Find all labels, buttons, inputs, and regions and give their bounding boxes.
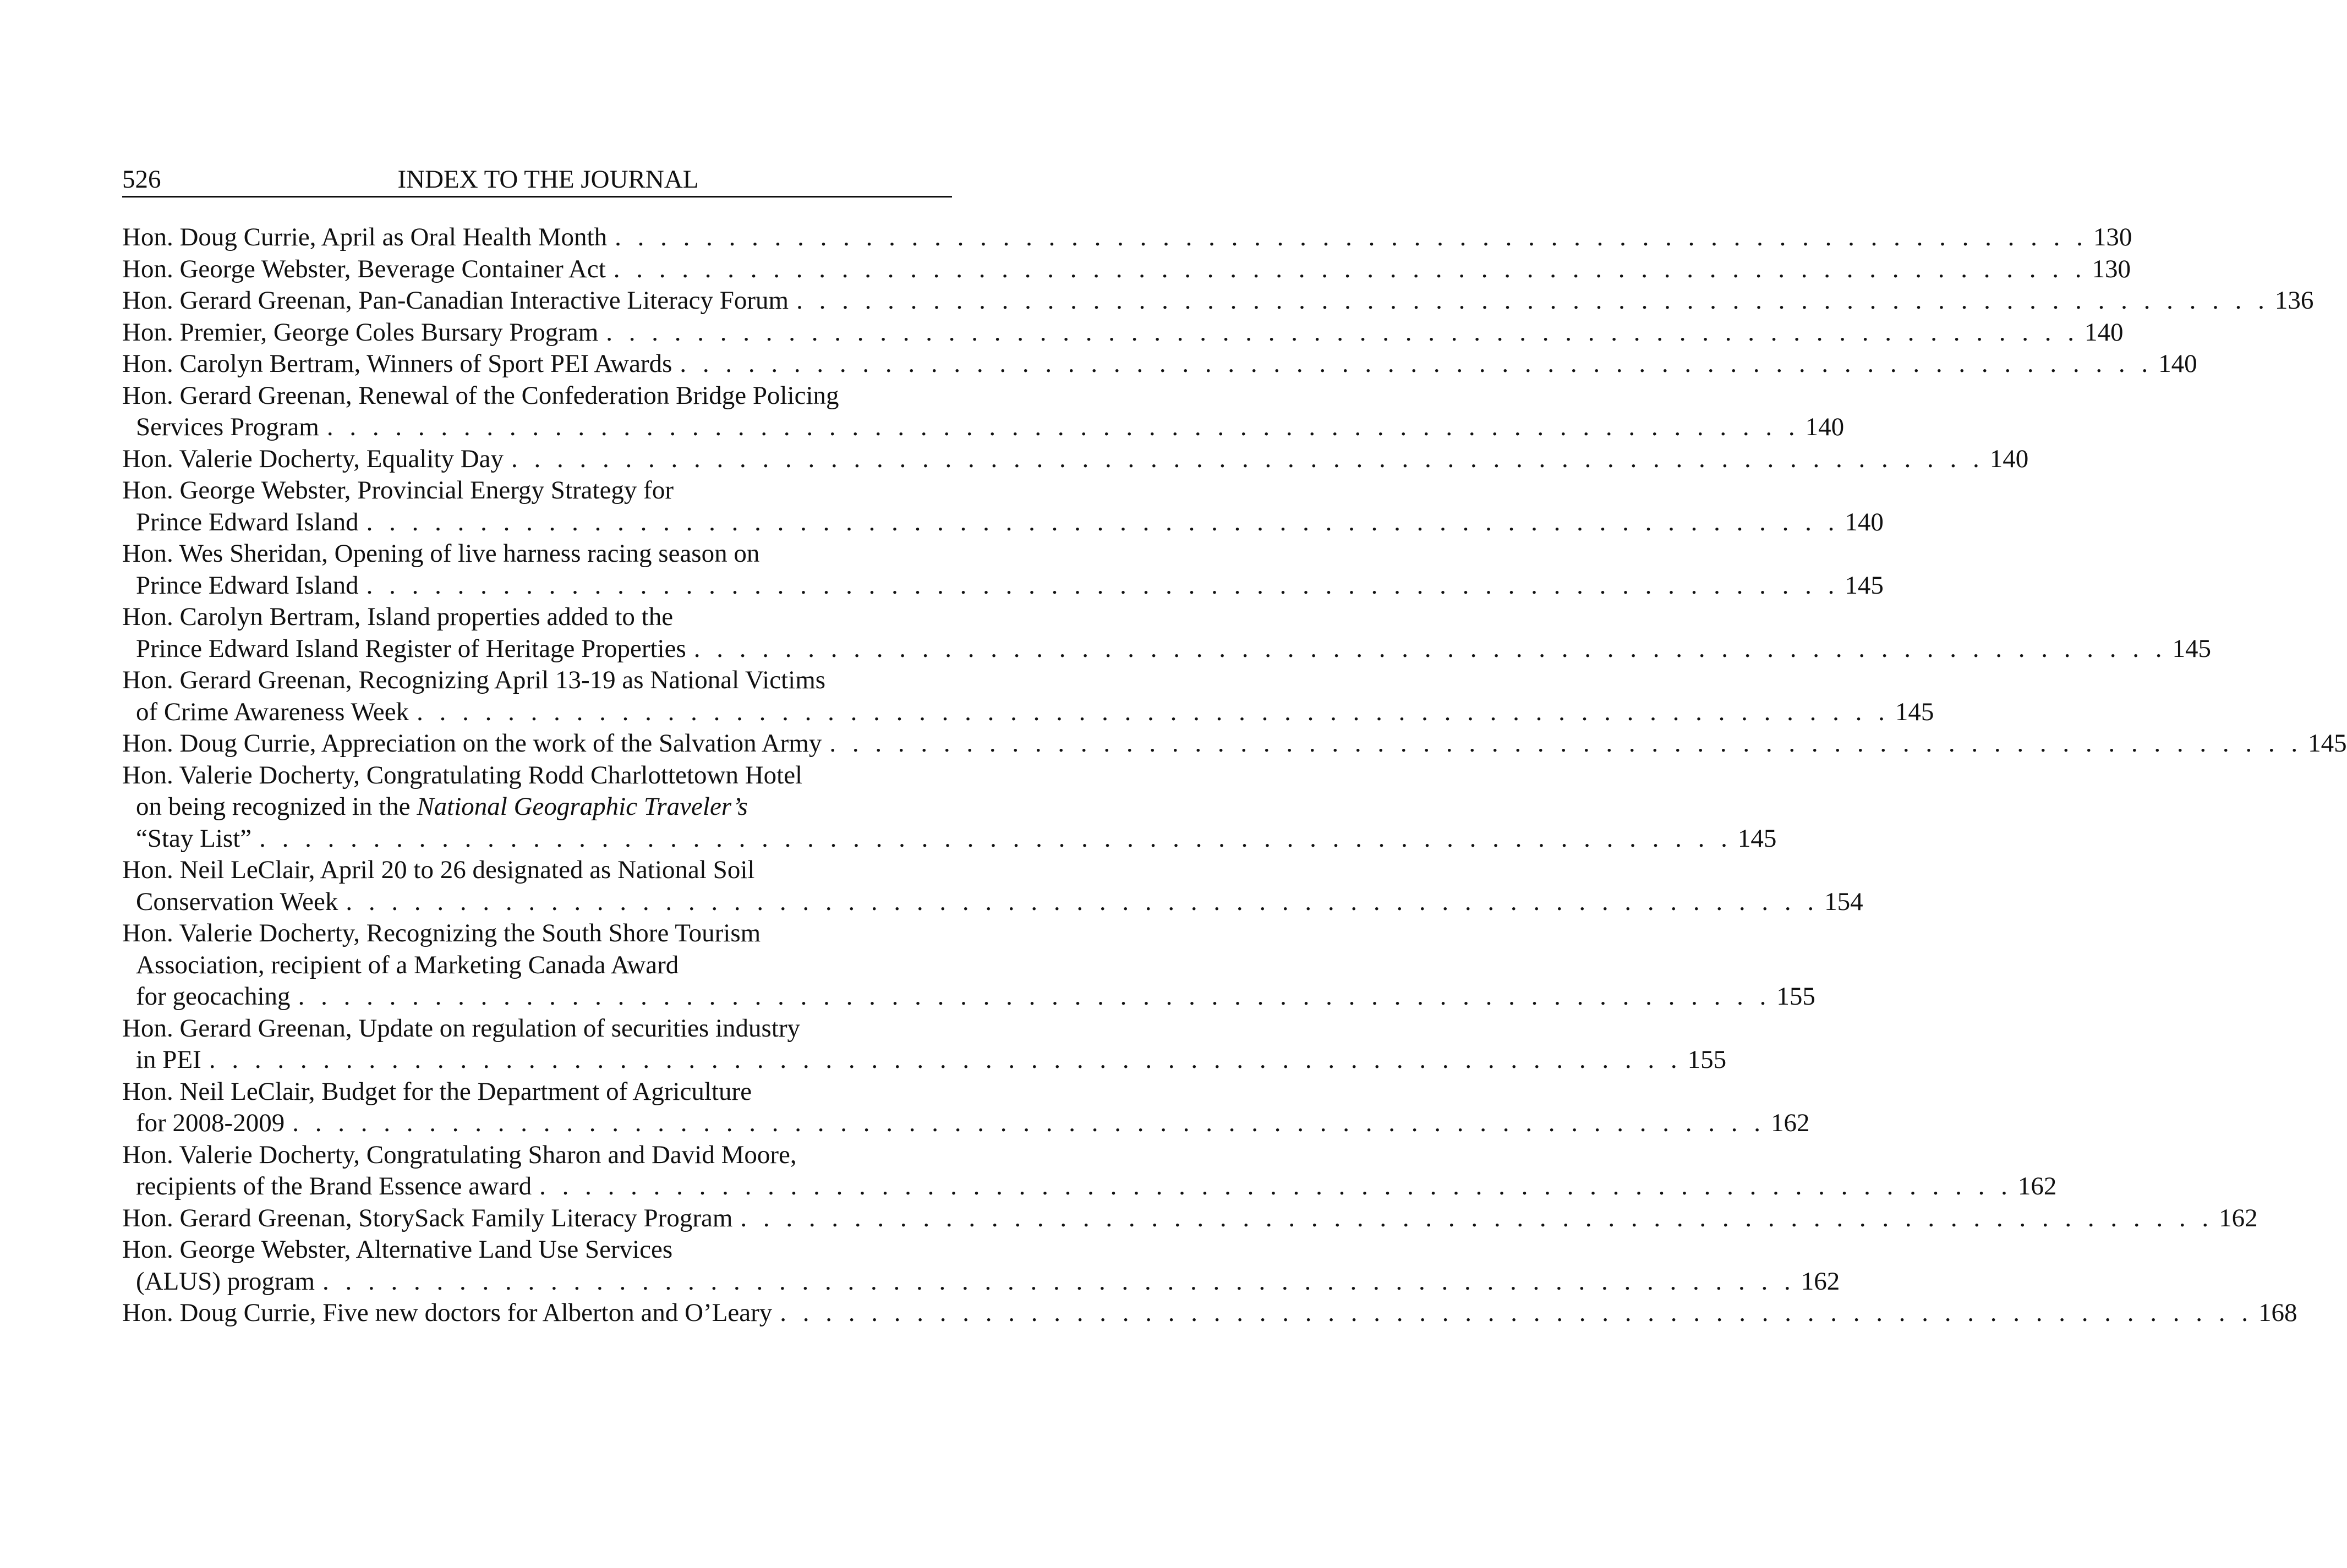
dot-leader: . . . . . . . . . . . . . . . . . . . . . . . . . . . . . . . . . . . . . . . . . . . . . . . . . . . . . . . . . . . . . . . . . [539,1172,2012,1200]
entry-text: Hon. Gerard Greenan, Recognizing April 13-19 as National Victims [122,666,826,694]
page-reference: 140 [2158,349,2197,378]
dot-leader: . . . . . . . . . . . . . . . . . . . . . . . . . . . . . . . . . . . . . . . . . . . . . . . . . . . . . . . . . . . . . . . . . [680,349,2153,378]
index-entry [122,760,1777,855]
entry-text-continued: Services Program [136,413,319,441]
page-reference: 130 [2093,223,2132,251]
index-entry [122,1203,2258,1235]
index-entry [122,443,2029,475]
entry-text: Hon. Carolyn Bertram, Island properties added to the [122,602,674,631]
index-entry [122,254,2131,286]
index-entry [122,665,1934,728]
page-reference: 145 [2308,729,2347,758]
entry-text-continued: “Stay List” [136,824,252,853]
index-page [122,160,2347,1329]
page-reference: 162 [1801,1267,1840,1296]
index-entry [122,1234,1840,1297]
dot-leader: . . . . . . . . . . . . . . . . . . . . . . . . . . . . . . . . . . . . . . . . . . . . . . . . . . . . . . . . . . . . . . . . . [796,286,2269,315]
entry-text: Hon. George Webster, Beverage Container Act [122,254,606,283]
index-entry [122,1013,1727,1076]
dot-leader: . . . . . . . . . . . . . . . . . . . . . . . . . . . . . . . . . . . . . . . . . . . . . . . . . . . . . . . . . . . . . . . . . [322,1267,1796,1296]
dot-leader: . . . . . . . . . . . . . . . . . . . . . . . . . . . . . . . . . . . . . . . . . . . . . . . . . . . . . . . . . . . . . . . . . [511,444,1984,473]
entry-text-continued: Association, recipient of a Marketing Canada Award [136,950,679,979]
entry-text: Hon. Doug Currie, Appreciation on the work of the Salvation Army [122,729,822,758]
index-entry [122,728,2347,760]
index-entry [122,317,2124,349]
page-reference: 130 [2092,254,2131,283]
running-title: INDEX TO THE JOURNAL [397,165,699,194]
dot-leader: . . . . . . . . . . . . . . . . . . . . . . . . . . . . . . . . . . . . . . . . . . . . . . . . . . . . . . . . . . . . . . . . . [259,824,1732,853]
index-entry [122,854,1863,918]
index-entry [122,475,1884,538]
page-reference: 145 [2172,634,2211,663]
entry-text: Hon. Neil LeClair, April 20 to 26 designated as National Soil [122,856,755,884]
entry-text-continued: for geocaching [136,982,291,1011]
entry-text: Hon. George Webster, Provincial Energy Strategy for [122,476,674,505]
index-entry [122,380,1845,443]
entry-text-fragment: on being recognized in the [136,792,417,821]
entry-text-continued: of Crime Awareness Week [136,697,409,726]
index-entry [122,1076,1810,1139]
page-reference: 162 [2219,1203,2258,1232]
entry-text: Hon. Neil LeClair, Budget for the Department of Agriculture [122,1077,752,1106]
page-reference: 162 [2017,1172,2057,1200]
entry-text: Hon. Valerie Docherty, Congratulating Sharon and David Moore, [122,1140,797,1169]
entry-text: Hon. Doug Currie, Five new doctors for Alberton and O’Leary [122,1298,773,1327]
index-entry [122,918,1815,1013]
page-reference: 145 [1845,571,1884,600]
page-reference: 155 [1776,982,1815,1011]
entry-text: Hon. Doug Currie, April as Oral Health Month [122,223,608,251]
page-reference: 140 [1845,507,1884,536]
dot-leader: . . . . . . . . . . . . . . . . . . . . . . . . . . . . . . . . . . . . . . . . . . . . . . . . . . . . . . . . . . . . . . . . . [292,1109,1765,1137]
page-reference: 145 [1895,697,1934,726]
index-entries [122,222,2347,1329]
dot-leader: . . . . . . . . . . . . . . . . . . . . . . . . . . . . . . . . . . . . . . . . . . . . . . . . . . . . . . . . . . . . . . . . . [780,1298,2253,1327]
dot-leader: . . . . . . . . . . . . . . . . . . . . . . . . . . . . . . . . . . . . . . . . . . . . . . . . . . . . . . . . . . . . . . . . . [829,729,2303,758]
dot-leader: . . . . . . . . . . . . . . . . . . . . . . . . . . . . . . . . . . . . . . . . . . . . . . . . . . . . . . . . . . . . . . . . . [209,1045,1682,1074]
page-reference: 136 [2274,286,2314,315]
page-reference: 140 [1989,444,2029,473]
page-reference: 154 [1824,887,1863,916]
index-entry [122,601,2211,665]
dot-leader: . . . . . . . . . . . . . . . . . . . . . . . . . . . . . . . . . . . . . . . . . . . . . . . . . . . . . . . . . . . . . . . . . [606,317,2080,347]
index-entry [122,222,2132,254]
page-reference: 155 [1687,1045,1727,1074]
entry-text-continued: Prince Edward Island Register of Heritage Properties [136,634,686,663]
entry-text: Hon. Gerard Greenan, Pan-Canadian Interactive Literacy Forum [122,286,789,315]
dot-leader: . . . . . . . . . . . . . . . . . . . . . . . . . . . . . . . . . . . . . . . . . . . . . . . . . . . . . . . . . . . . . . . . . [693,634,2167,663]
entry-text: Hon. Carolyn Bertram, Winners of Sport PEI Awards [122,349,672,378]
index-entry [122,1139,2057,1203]
page-header [122,160,952,198]
entry-text-continued: for 2008-2009 [136,1109,285,1137]
entry-text: Hon. George Webster, Alternative Land Use Services [122,1235,673,1264]
page-reference: 145 [1737,824,1777,853]
dot-leader: . . . . . . . . . . . . . . . . . . . . . . . . . . . . . . . . . . . . . . . . . . . . . . . . . . . . . . . . . . . . . . . . . [326,413,1800,441]
dot-leader: . . . . . . . . . . . . . . . . . . . . . . . . . . . . . . . . . . . . . . . . . . . . . . . . . . . . . . . . . . . . . . . . . [417,697,1890,726]
entry-text: Hon. Premier, George Coles Bursary Program [122,317,599,347]
page-reference: 168 [2258,1298,2297,1327]
entry-text: Hon. Gerard Greenan, StorySack Family Literacy Program [122,1203,733,1232]
entry-text: Hon. Valerie Docherty, Equality Day [122,444,504,473]
index-entry [122,538,1884,601]
dot-leader: . . . . . . . . . . . . . . . . . . . . . . . . . . . . . . . . . . . . . . . . . . . . . . . . . . . . . . . . . . . . . . . . . [613,254,2087,283]
page-reference: 140 [1805,413,1845,441]
entry-text-continued: Conservation Week [136,887,338,916]
entry-text-continued: in PEI [136,1045,201,1074]
dot-leader: . . . . . . . . . . . . . . . . . . . . . . . . . . . . . . . . . . . . . . . . . . . . . . . . . . . . . . . . . . . . . . . . . [366,507,1840,536]
entry-text: Hon. Valerie Docherty, Congratulating Rodd Charlottetown Hotel [122,760,803,790]
dot-leader: . . . . . . . . . . . . . . . . . . . . . . . . . . . . . . . . . . . . . . . . . . . . . . . . . . . . . . . . . . . . . . . . . [615,223,2088,251]
page-reference: 140 [2085,317,2124,347]
page-number: 526 [122,165,161,194]
dot-leader: . . . . . . . . . . . . . . . . . . . . . . . . . . . . . . . . . . . . . . . . . . . . . . . . . . . . . . . . . . . . . . . . . [740,1203,2214,1232]
dot-leader: . . . . . . . . . . . . . . . . . . . . . . . . . . . . . . . . . . . . . . . . . . . . . . . . . . . . . . . . . . . . . . . . . [366,571,1840,600]
index-entry [122,285,2314,317]
entry-text-continued [122,791,952,823]
entry-text-continued: Prince Edward Island [136,507,359,536]
entry-text: Hon. Valerie Docherty, Recognizing the South Shore Tourism [122,919,761,947]
entry-text: Hon. Wes Sheridan, Opening of live harness racing season on [122,539,760,568]
entry-text-continued: recipients of the Brand Essence award [136,1172,532,1200]
index-entry [122,348,2197,380]
entry-text: Hon. Gerard Greenan, Renewal of the Confederation Bridge Policing [122,381,839,410]
dot-leader: . . . . . . . . . . . . . . . . . . . . . . . . . . . . . . . . . . . . . . . . . . . . . . . . . . . . . . . . . . . . . . . . . [346,887,1819,916]
page-reference: 162 [1770,1109,1810,1137]
publication-title: National Geographic Traveler’s [417,792,748,821]
dot-leader: . . . . . . . . . . . . . . . . . . . . . . . . . . . . . . . . . . . . . . . . . . . . . . . . . . . . . . . . . . . . . . . . . [298,982,1771,1011]
entry-text-continued: Prince Edward Island [136,571,359,600]
entry-text: Hon. Gerard Greenan, Update on regulation of securities industry [122,1013,801,1043]
entry-text-continued: (ALUS) program [136,1267,315,1296]
index-entry [122,1297,2297,1329]
